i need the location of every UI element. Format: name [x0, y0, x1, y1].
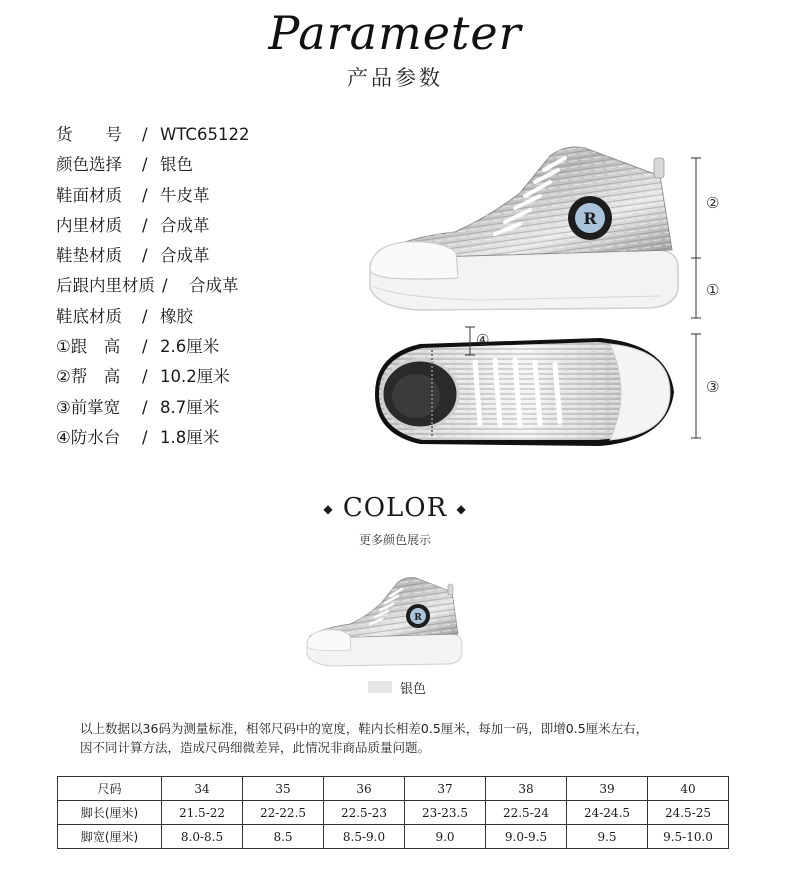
- table-cell: 37: [405, 777, 486, 801]
- spec-row-lining-material: 内里材质 / 合成革: [56, 215, 210, 235]
- table-cell: 24-24.5: [567, 801, 648, 825]
- spec-row-item-number: 货 号 / WTC65122: [56, 125, 250, 144]
- table-cell: 9.5-10.0: [648, 825, 729, 849]
- table-cell: 9.0: [405, 825, 486, 849]
- table-cell: 22.5-23: [324, 801, 405, 825]
- table-cell: 38: [486, 777, 567, 801]
- color-section-subtitle: 更多颜色展示: [358, 533, 431, 547]
- table-cell: 35: [243, 777, 324, 801]
- table-cell: 40: [648, 777, 729, 801]
- table-cell: 39: [567, 777, 648, 801]
- spec-row-upper-height: ②帮 高 / 10.2厘米: [56, 367, 230, 387]
- color-swatch-silver[interactable]: [368, 681, 392, 693]
- svg-text:R: R: [414, 613, 422, 623]
- table-cell: 21.5-22: [162, 801, 243, 825]
- spec-row-upper-material: 鞋面材质 / 牛皮革: [56, 185, 210, 205]
- page-title-en: Parameter: [268, 6, 522, 60]
- table-row: [58, 825, 729, 849]
- table-cell: 8.5-9.0: [324, 825, 405, 849]
- spec-list: [56, 120, 250, 453]
- dimension-line-platform: [464, 326, 476, 356]
- table-cell: 尺码: [58, 777, 162, 801]
- table-cell: 34: [162, 777, 243, 801]
- spec-row-color: 颜色选择 / 银色: [56, 155, 193, 175]
- marker-heel-height: ①: [706, 281, 720, 299]
- spec-row-insole-material: 鞋垫材质 / 合成革: [56, 246, 210, 266]
- table-cell: 脚长(厘米): [58, 801, 162, 825]
- table-cell: 24.5-25: [648, 801, 729, 825]
- color-shoe-image[interactable]: [302, 574, 467, 670]
- marker-upper-height: ②: [706, 194, 720, 212]
- spec-row-forefoot-width: ③前掌宽 / 8.7厘米: [56, 397, 220, 417]
- table-cell: 22.5-24: [486, 801, 567, 825]
- page-title-cn: 产品参数: [347, 66, 443, 90]
- spec-row-heel-lining-material: 后跟内里材质 / 合成革: [56, 276, 239, 296]
- table-cell: 8.0-8.5: [162, 825, 243, 849]
- spec-row-platform-height: ④防水台 / 1.8厘米: [56, 427, 220, 447]
- table-cell: 9.0-9.5: [486, 825, 567, 849]
- color-swatch-label: 银色: [400, 682, 427, 697]
- table-cell: 脚宽(厘米): [58, 825, 162, 849]
- table-row: [58, 801, 729, 825]
- shoe-side-view-image: [360, 138, 690, 323]
- spec-row-sole-material: 鞋底材质 / 橡胶: [56, 306, 193, 326]
- table-cell: 8.5: [243, 825, 324, 849]
- marker-forefoot-width: ③: [706, 378, 720, 396]
- spec-row-heel-height: ①跟 高 / 2.6厘米: [56, 337, 220, 357]
- size-note: 以上数据以36码为测量标准，相邻尺码中的宽度，鞋内长相差0.5厘米，每加一码，即增0.5厘米左右， 因不同计算方法，造成尺码细微差异，此情况非商品质量问题。: [80, 721, 649, 755]
- table-cell: 23-23.5: [405, 801, 486, 825]
- shoe-top-view-image: [370, 332, 680, 454]
- table-cell: 9.5: [567, 825, 648, 849]
- table-cell: 22-22.5: [243, 801, 324, 825]
- size-table: [57, 776, 729, 849]
- svg-text:R: R: [583, 209, 597, 228]
- table-row: [58, 777, 729, 801]
- table-cell: 36: [324, 777, 405, 801]
- color-section-title: ◆ COLOR ◆: [323, 493, 467, 523]
- marker-platform-height: ④: [476, 331, 490, 349]
